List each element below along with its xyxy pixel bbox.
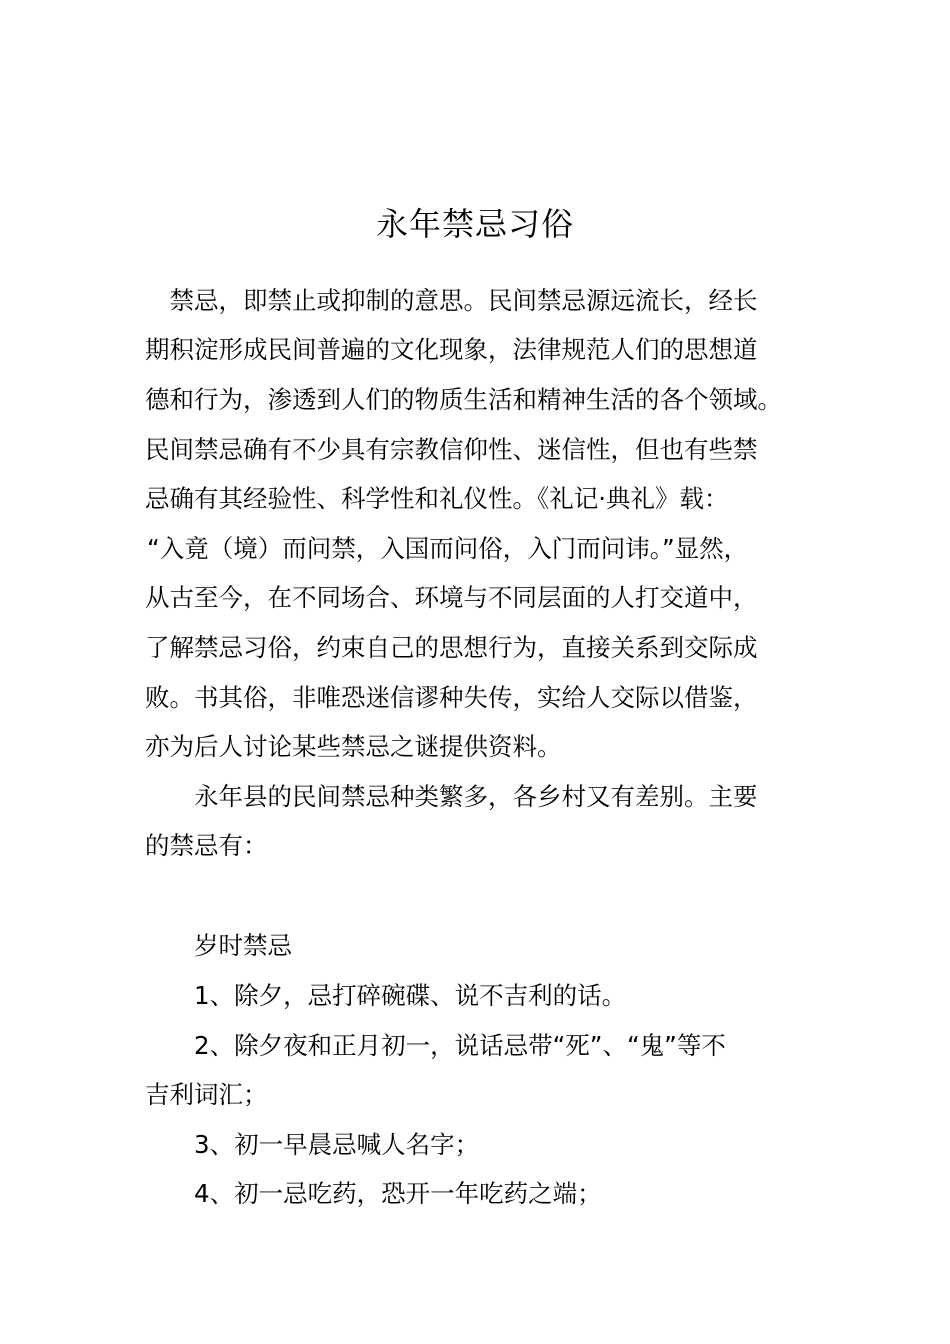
list-item-continuation: 吉利词汇； [145, 1080, 268, 1109]
paragraph2-line-2: 的禁忌有： [145, 831, 268, 860]
intro-line-1: 禁忌，即禁止或抑制的意思。民间禁忌源远流长，经长 [145, 286, 758, 315]
intro-line-6: “入竟（境）而问禁，入国而问俗，入门而问讳。”显然， [147, 534, 749, 563]
intro-line-9: 败。书其俗，非唯恐迷信谬种失传，实给人交际以借鉴， [145, 683, 758, 712]
document-title: 永年禁忌习俗 [375, 205, 574, 243]
intro-line-8: 了解禁忌习俗，约束自己的思想行为，直接关系到交际成 [145, 633, 758, 662]
list-item: 2、除夕夜和正月初一，说话忌带“死”、“鬼”等不 [145, 1031, 726, 1060]
intro-line-2: 期积淀形成民间普遍的文化现象，法律规范人们的思想道 [145, 335, 758, 364]
section-heading: 岁时禁忌 [145, 931, 292, 960]
intro-line-5: 忌确有其经验性、科学性和礼仪性。《礼记·典礼》载： [145, 484, 729, 513]
list-item: 3、初一早晨忌喊人名字； [145, 1130, 480, 1159]
paragraph2-line-1: 永年县的民间禁忌种类繁多，各乡村又有差别。主要 [145, 782, 758, 811]
list-item: 1、除夕，忌打碎碗碟、说不吉利的话。 [145, 981, 627, 1010]
intro-line-10: 亦为后人讨论某些禁忌之谜提供资料。 [145, 732, 562, 761]
list-item: 4、初一忌吃药，恐开一年吃药之端； [145, 1179, 602, 1208]
intro-line-7: 从古至今，在不同场合、环境与不同层面的人打交道中， [145, 583, 758, 612]
intro-line-4: 民间禁忌确有不少具有宗教信仰性、迷信性，但也有些禁 [145, 435, 758, 464]
intro-line-3: 德和行为，渗透到人们的物质生活和精神生活的各个领域。 [145, 385, 782, 414]
